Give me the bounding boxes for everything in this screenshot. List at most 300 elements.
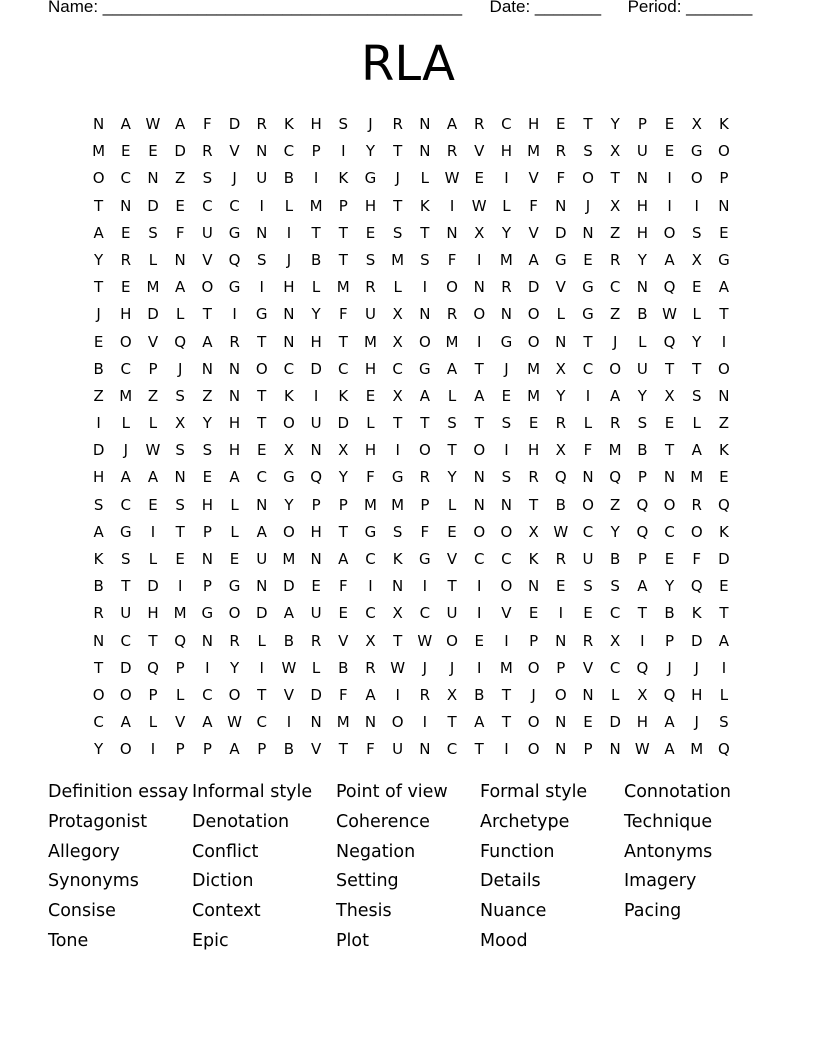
word-bank-item: Informal style [192,782,313,802]
grid-letter: B [310,250,322,269]
grid-letter: T [94,196,104,215]
grid-letter: S [148,223,158,242]
grid-letter: G [690,142,703,161]
period-field-label: Period: _______ [627,0,753,16]
grid-letter: O [527,332,540,351]
grid-letter: M [527,359,541,378]
grid-letter: N [555,740,567,759]
grid-letter: I [585,386,591,405]
grid-letter: T [121,577,131,596]
grid-letter: D [120,658,132,677]
grid-letter: C [501,550,512,568]
grid-letter: N [555,713,567,732]
grid-letter: C [120,359,132,378]
grid-letter: A [202,713,213,732]
grid-letter: T [393,631,403,650]
grid-letter: N [419,142,431,161]
grid-letter: P [311,142,321,161]
grid-letter: K [283,115,294,133]
grid-letter: L [610,685,620,704]
word-bank-item: Thesis [336,901,392,922]
grid-letter: Q [690,577,703,596]
grid-letter: E [256,441,267,460]
grid-letter: Z [202,386,213,405]
grid-letter: I [640,631,645,650]
word-bank-item: Negation [336,841,416,862]
grid-letter: A [120,713,131,732]
grid-letter: A [147,468,159,487]
grid-letter: S [447,414,457,433]
grid-letter: J [531,685,536,704]
grid-letter: K [691,604,702,623]
grid-letter: O [119,740,132,759]
grid-letter: I [422,713,428,732]
grid-letter: T [719,305,729,324]
grid-letter: A [637,577,648,596]
grid-letter: I [477,332,482,351]
grid-letter: W [444,169,460,188]
grid-letter: B [610,550,621,568]
grid-letter: C [229,196,240,215]
grid-letter: O [690,169,703,188]
grid-letter: W [227,713,242,732]
grid-letter: O [92,685,105,704]
word-bank [48,780,768,959]
grid-letter: N [256,495,268,514]
grid-letter: O [473,441,486,460]
grid-letter: H [120,305,132,324]
grid-letter: X [392,305,403,324]
grid-letter: O [582,495,594,514]
grid-letter: O [255,359,268,378]
grid-letter: O [201,278,214,297]
grid-letter: E [583,250,593,269]
grid-letter: P [175,658,185,677]
grid-letter: H [500,142,513,161]
grid-letter: I [694,196,699,215]
grid-letter: N [555,631,567,650]
grid-letter: C [446,740,458,759]
grid-letter: J [694,658,699,677]
grid-letter: E [719,577,729,596]
grid-letter: O [609,359,622,378]
grid-letter: Q [554,468,567,487]
grid-letter: N [500,305,513,324]
grid-letter: M [499,658,513,677]
grid-letter: F [175,223,185,242]
grid-letter: A [256,522,267,541]
grid-letter: X [528,522,539,541]
grid-letter: Y [202,414,212,433]
grid-letter: M [527,386,541,405]
grid-letter: I [286,713,292,732]
grid-letter: J [585,196,591,215]
grid-letter: N [228,386,241,405]
grid-letter: Y [501,223,511,242]
grid-letter: R [419,468,431,487]
grid-letter: I [477,577,482,596]
grid-letter: O [283,414,295,433]
grid-letter: S [719,713,729,732]
grid-letter: O [418,441,431,460]
grid-letter: P [529,631,539,650]
grid-letter: X [610,142,621,161]
grid-letter: N [310,550,322,568]
grid-letter: V [283,685,295,704]
grid-letter: U [120,604,132,623]
grid-letter: C [501,115,512,133]
grid-letter: T [393,142,403,161]
grid-letter: T [447,577,457,596]
grid-letter: V [582,658,594,677]
grid-letter: D [283,577,295,596]
word-bank-item: Protagonist [48,811,148,832]
grid-letter: N [228,359,241,378]
grid-letter: A [718,278,730,297]
grid-letter: T [447,441,457,460]
grid-letter: B [283,169,295,188]
grid-letter: Q [636,658,649,677]
grid-letter: E [121,278,131,297]
grid-letter: T [338,740,348,759]
grid-letter: M [92,142,106,161]
grid-letter: Y [637,386,647,405]
word-bank-item: Connotation [624,782,731,802]
grid-letter: Z [93,386,104,405]
grid-letter: L [719,685,729,704]
grid-letter: I [721,658,727,677]
grid-letter: C [365,550,376,568]
grid-letter: E [664,142,675,161]
grid-letter: T [338,250,348,269]
grid-letter: C [582,522,594,541]
grid-letter: U [310,604,322,623]
grid-letter: Y [610,522,620,541]
grid-letter: A [664,713,675,732]
grid-letter: A [446,115,458,133]
grid-letter: T [94,658,104,677]
grid-letter: K [338,386,349,405]
grid-letter: I [504,169,509,188]
grid-letter: H [310,522,322,541]
grid-letter: T [393,196,403,215]
grid-letter: R [365,278,376,297]
grid-letter: F [420,522,430,541]
grid-letter: R [365,658,376,677]
grid-letter: P [202,740,212,759]
grid-letter: Y [637,250,647,269]
grid-letter: Y [94,250,104,269]
grid-letter: D [718,550,730,568]
grid-letter: N [174,250,186,269]
grid-letter: R [310,631,322,650]
grid-letter: T [257,414,267,433]
grid-letter: N [310,713,322,732]
grid-letter: S [610,577,620,596]
grid-letter: A [664,250,675,269]
grid-letter: M [608,441,622,460]
grid-letter: A [175,278,186,297]
grid-letter: V [474,142,485,161]
grid-letter: X [610,631,621,650]
word-bank-item: Diction [192,871,254,892]
grid-letter: D [174,142,186,161]
grid-letter: S [175,495,185,514]
grid-letter: C [256,713,267,732]
grid-letter: X [610,196,621,215]
grid-letter: W [281,658,297,677]
grid-letter: H [364,196,377,215]
grid-letter: K [283,386,294,405]
grid-letter: E [719,223,729,242]
grid-letter: Q [636,495,649,514]
grid-letter: N [201,359,213,378]
grid-letter: T [257,332,267,351]
grid-letter: M [445,332,459,351]
grid-letter: E [93,332,104,351]
grid-letter: X [474,223,485,242]
grid-letter: L [148,550,158,568]
grid-letter: P [719,169,729,188]
word-bank-item: Definition essay [48,782,189,802]
grid-letter: W [553,522,569,541]
grid-letter: R [93,604,104,623]
grid-letter: F [692,550,702,568]
grid-letter: T [311,223,321,242]
grid-letter: M [527,142,541,161]
grid-letter: O [554,685,567,704]
grid-letter: A [474,386,485,405]
grid-letter: Z [610,305,621,324]
grid-letter: G [718,250,730,269]
grid-letter: W [145,115,161,133]
grid-letter: D [147,305,159,324]
grid-letter: S [691,223,702,242]
grid-letter: O [527,658,540,677]
grid-letter: A [419,386,430,405]
grid-letter: H [364,359,377,378]
grid-letter: I [313,169,319,188]
grid-letter: O [92,169,105,188]
grid-letter: D [527,278,540,297]
grid-letter: W [471,196,487,215]
word-bank-item: Setting [336,871,399,892]
grid-letter: L [692,414,701,433]
grid-letter: J [667,658,672,677]
grid-letter: E [148,142,158,161]
grid-letter: V [528,169,539,188]
grid-letter: V [202,250,213,269]
word-bank-item: Context [192,901,261,922]
grid-letter: E [474,169,484,188]
grid-letter: Z [718,414,730,433]
grid-letter: O [473,305,486,324]
grid-letter: F [203,115,212,133]
grid-letter: S [338,115,349,133]
grid-letter: W [390,658,406,677]
grid-letter: G [419,550,431,568]
grid-letter: G [554,250,567,269]
word-bank-item: Consise [48,901,116,922]
grid-letter: F [338,577,348,596]
grid-letter: N [256,577,268,596]
grid-letter: N [582,468,594,487]
grid-letter: W [145,441,161,460]
grid-letter: B [93,359,104,378]
grid-letter: U [364,305,376,324]
grid-letter: E [556,115,566,133]
grid-letter: N [500,495,513,514]
grid-letter: V [338,631,349,650]
grid-letter: L [257,631,266,650]
grid-letter: A [365,685,376,704]
grid-letter: I [477,658,482,677]
grid-letter: I [721,332,727,351]
grid-letter: C [120,169,132,188]
grid-letter: J [123,441,128,460]
grid-letter: V [175,713,186,732]
grid-letter: M [690,468,704,487]
grid-letter: Q [609,468,622,487]
grid-letter: N [718,386,730,405]
grid-letter: G [228,223,241,242]
grid-letter: Y [447,468,457,487]
grid-letter: T [94,278,104,297]
grid-letter: C [473,550,485,568]
grid-letter: D [147,196,159,215]
grid-letter: N [174,468,186,487]
grid-letter: X [392,332,403,351]
grid-letter: D [310,685,322,704]
grid-letter: E [121,142,131,161]
grid-letter: L [583,414,593,433]
grid-letter: S [501,414,512,433]
grid-letter: Y [94,740,104,759]
grid-letter: P [637,550,647,568]
grid-letter: Z [147,386,159,405]
grid-letter: T [529,495,539,514]
grid-letter: G [500,332,513,351]
grid-letter: E [528,414,539,433]
grid-letter: I [504,441,509,460]
grid-letter: T [474,414,484,433]
grid-letter: H [636,713,648,732]
grid-letter: V [555,278,566,297]
grid-letter: H [364,441,377,460]
grid-letter: B [637,441,648,460]
grid-letter: E [664,550,675,568]
grid-letter: R [555,414,566,433]
grid-letter: U [256,550,268,568]
grid-letter: I [477,250,482,269]
grid-letter: Q [310,468,322,487]
grid-letter: L [556,305,565,324]
grid-letter: J [612,332,618,351]
grid-letter: A [718,631,730,650]
grid-letter: O [500,522,513,541]
grid-letter: Y [692,332,702,351]
grid-letter: G [228,278,241,297]
grid-letter: Q [228,250,241,269]
grid-letter: G [364,522,377,541]
grid-letter: L [447,386,457,405]
grid-letter: Q [174,631,187,650]
grid-letter: Y [284,495,294,514]
grid-letter: C [120,631,132,650]
grid-letter: O [283,522,295,541]
grid-letter: R [582,631,594,650]
grid-letter: H [92,468,105,487]
grid-letter: I [259,196,264,215]
grid-letter: M [309,196,323,215]
grid-letter: O [446,278,458,297]
grid-letter: N [92,115,105,133]
grid-letter: N [256,142,268,161]
grid-letter: O [228,604,241,623]
grid-letter: G [228,577,241,596]
grid-letter: S [583,142,593,161]
date-field-label: Date: _______ [489,0,602,16]
grid-letter: G [364,169,377,188]
grid-letter: O [527,713,540,732]
grid-letter: W [417,631,433,650]
grid-letter: Y [556,386,566,405]
grid-letter: E [338,604,349,623]
grid-letter: I [259,658,264,677]
grid-letter: Q [663,685,676,704]
grid-letter: X [664,386,675,405]
grid-letter: J [368,115,373,133]
grid-letter: H [527,115,540,133]
grid-letter: K [718,115,729,133]
grid-letter: I [259,278,264,297]
grid-letter: K [718,441,729,460]
grid-letter: I [504,631,509,650]
grid-letter: E [365,386,376,405]
grid-letter: T [664,359,675,378]
grid-letter: O [473,522,486,541]
grid-letter: A [664,740,675,759]
grid-letter: R [474,115,485,133]
grid-letter: X [392,386,403,405]
grid-letter: E [583,604,593,623]
grid-letter: D [337,414,350,433]
grid-letter: N [527,577,540,596]
grid-letter: P [311,495,321,514]
grid-letter: T [583,332,593,351]
grid-letter: Z [175,169,186,188]
grid-letter: O [446,631,458,650]
grid-letter: T [420,414,430,433]
word-bank-item: Conflict [192,841,259,862]
grid-letter: C [365,604,376,623]
grid-letter: M [336,278,350,297]
grid-letter: R [609,250,621,269]
grid-letter: P [338,196,348,215]
grid-letter: I [667,196,672,215]
grid-letter: T [692,359,702,378]
grid-letter: T [257,386,267,405]
grid-letter: D [310,359,322,378]
grid-letter: N [92,631,105,650]
grid-letter: I [150,522,156,541]
grid-letter: N [582,685,594,704]
grid-letter: A [446,359,458,378]
grid-letter: E [501,386,512,405]
grid-letter: I [477,604,482,623]
grid-letter: R [691,495,702,514]
grid-letter: Q [718,740,730,759]
